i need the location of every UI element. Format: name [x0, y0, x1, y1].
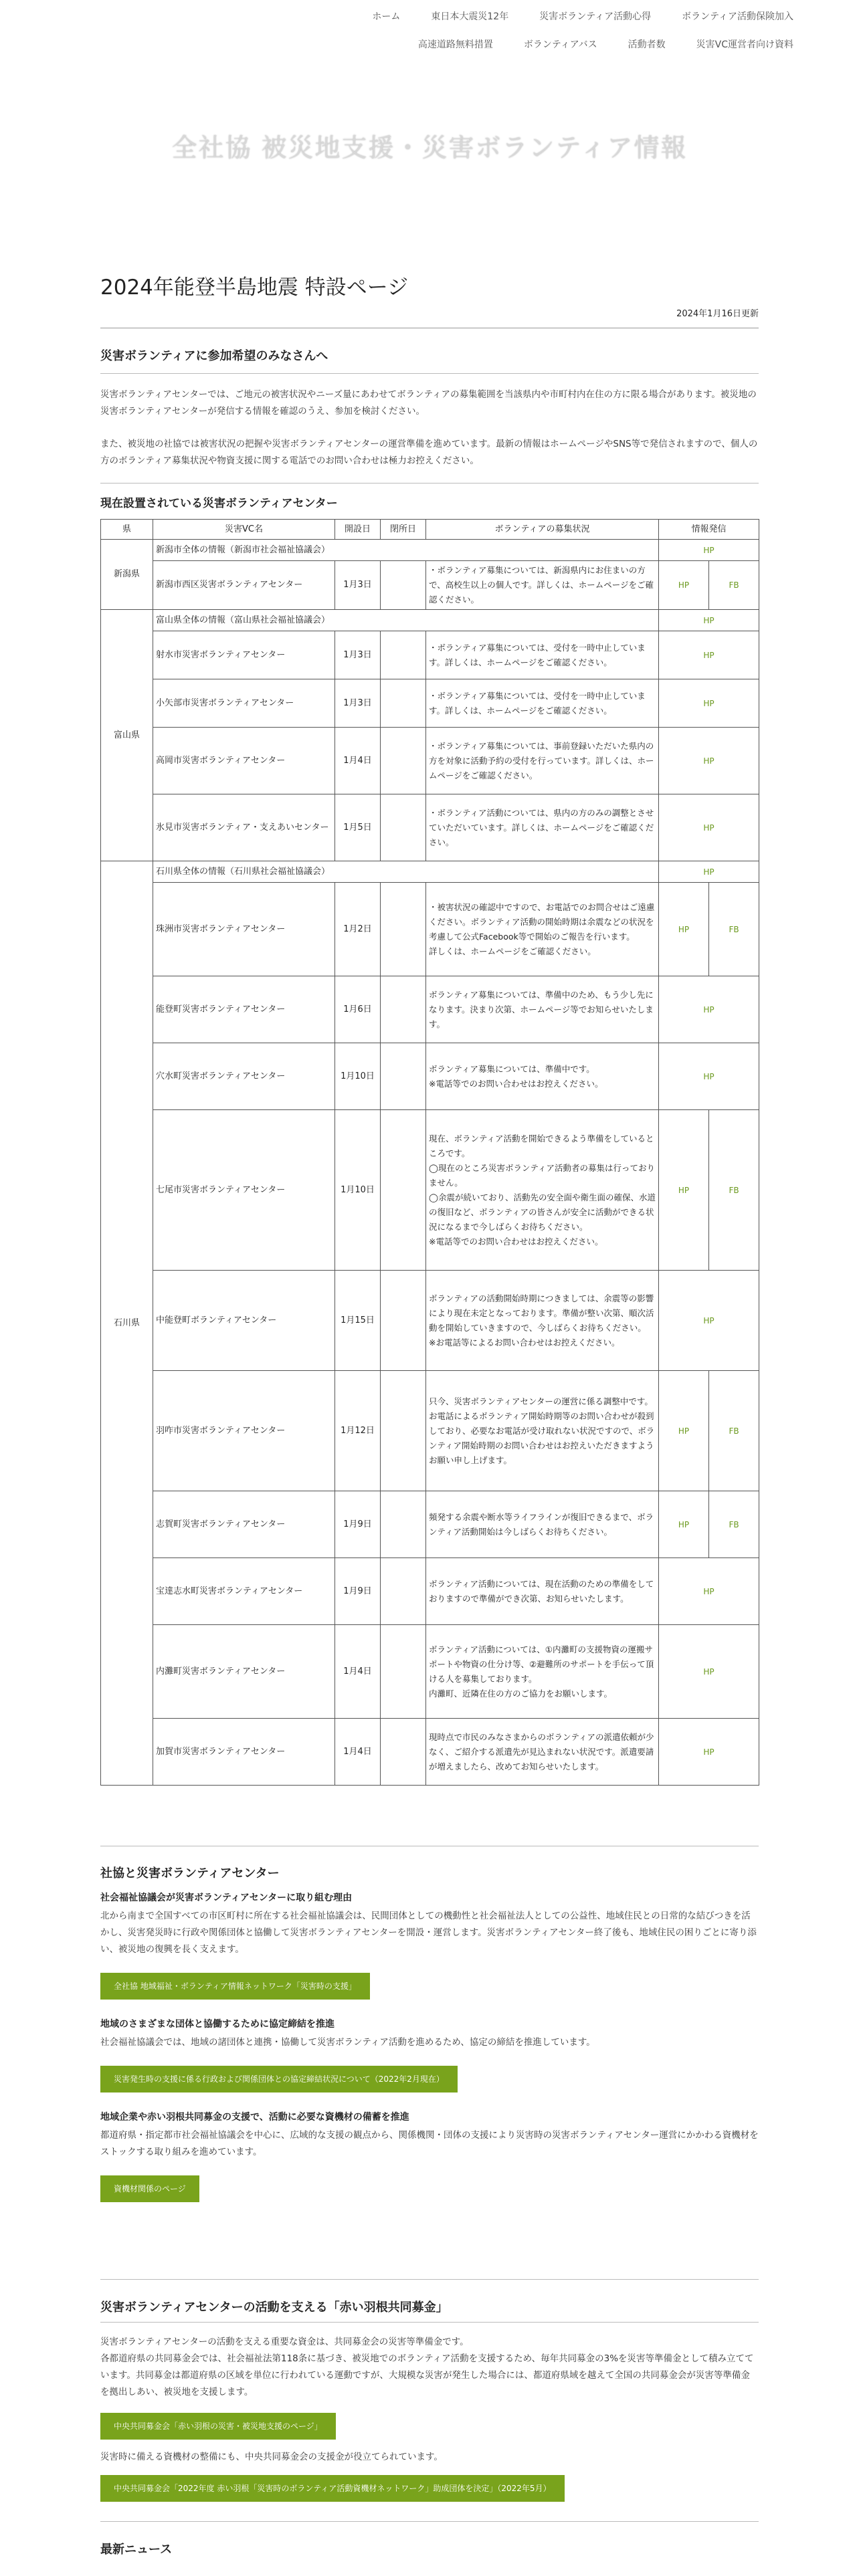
agreement-link-button[interactable]: 災害発生時の支援に係る行政および関係団体との協定締結状況について（2022年2月現在） [100, 2066, 458, 2092]
hp-link[interactable]: HP [659, 1271, 759, 1371]
vc-close-date [381, 1110, 426, 1271]
table-row [101, 631, 759, 679]
vc-status: ・ボランティア募集については、新潟県内にお住まいの方で、高校生以上の個人です。詳しくは、ホームページをご確認ください。 [426, 561, 659, 610]
vc-open-date: 1月10日 [335, 1110, 381, 1271]
nav-vc-materials[interactable]: 災害VC運営者向け資料 [696, 39, 793, 50]
vc-name: 珠洲市災害ボランティアセンター [153, 883, 335, 976]
vc-table-wrap [100, 519, 759, 1786]
intro-paragraph-1: 災害ボランティアセンターでは、ご地元の被害状況やニーズ量にあわせてボランティアの募集範囲を当該県内や市町村内在住の方に限る場合があります。被災地の災害ボランティアセンターが発信する情報を確認のうえ、参加を検討ください。 [100, 389, 757, 417]
hp-link[interactable]: HP [659, 1043, 759, 1110]
pref-all-info: 富山県全体の情報（富山県社会福祉協議会） [153, 610, 659, 631]
header-status: ボランティアの募集状況 [426, 520, 659, 540]
vc-status: 現時点で市民のみなさまからのボランティアの派遣依頼が少なく、ご紹介する派遣先が見込まれない状況です。派遣要請が増えましたら、改めてお知らせいたします。 [426, 1719, 659, 1786]
vc-status: ボランティア募集については、準備中のため、もう少し先になります。決まり次第、ホームページ等でお知らせいたします。 [426, 976, 659, 1043]
vc-name: 志賀町災害ボランティアセンター [153, 1491, 335, 1558]
hp-link[interactable]: HP [659, 794, 759, 861]
shakyo-paragraph-3: 都道府県・指定都市社会福祉協議会を中心に、広域的な支援の観点から、関係機関・団体の支援により災害時の災害ボランティアセンター運営にかかわる資機材をストックする取り組みを進めています。 [100, 2130, 759, 2157]
vc-status: ボランティア活動については、①内灘町の支援物資の運搬サポートや物資の仕分け等、②避難所のサポートを手伝って頂ける人を募集しております。 内灘町、近隣在住の方のご協力をお願いします。 [426, 1625, 659, 1719]
vc-close-date [381, 1491, 426, 1558]
pref-cell: 富山県 [101, 610, 153, 861]
vc-open-date: 1月10日 [335, 1043, 381, 1110]
hp-link[interactable]: HP [659, 728, 759, 794]
divider [100, 2322, 759, 2323]
vc-name: 加賀市災害ボランティアセンター [153, 1719, 335, 1786]
nav-highway[interactable]: 高速道路無料措置 [417, 39, 493, 50]
vc-name: 高岡市災害ボランティアセンター [153, 728, 335, 794]
akaihane-grant-button[interactable]: 中央共同募金会「2022年度 赤い羽根「災害時のボランティア活動資機材ネットワーク」助成団体を決定」（2022年5月） [100, 2475, 565, 2502]
pref-cell: 新潟県 [101, 540, 153, 610]
vc-open-date: 1月9日 [335, 1491, 381, 1558]
vc-table [100, 519, 759, 1786]
hp-link[interactable]: HP [659, 861, 759, 883]
vc-open-date: 1月9日 [335, 1558, 381, 1625]
shakyo-paragraph-2: 社会福祉協議会では、地域の諸団体と連携・協働して災害ボランティア活動を進めるため、協定の締結を推進しています。 [100, 2037, 595, 2048]
vc-name: 能登町災害ボランティアセンター [153, 976, 335, 1043]
table-row [101, 1110, 759, 1271]
vc-status: ボランティアの活動開始時期につきましては、余震等の影響により現在未定となっております。準備が整い次第、順次活動を開始していきますので、今しばらくお待ちください。 ※お電話等によるお問い合わせはお控えください。 [426, 1271, 659, 1371]
vc-open-date: 1月3日 [335, 631, 381, 679]
vc-open-date: 1月6日 [335, 976, 381, 1043]
vc-open-date: 1月2日 [335, 883, 381, 976]
table-row [101, 1271, 759, 1371]
akaihane-link-button[interactable]: 中央共同募金会「赤い羽根の災害・被災地支援のページ」 [100, 2413, 336, 2440]
divider [100, 373, 759, 374]
shakyo-sub-1: 社会福祉協議会が災害ボランティアセンターに取り組む理由 [100, 1893, 353, 1903]
vc-name: 氷見市災害ボランティア・支えあいセンター [153, 794, 335, 861]
table-row [101, 1043, 759, 1110]
global-nav [0, 0, 859, 74]
vc-close-date [381, 1558, 426, 1625]
vc-close-date [381, 631, 426, 679]
header-pref: 県 [101, 520, 153, 540]
pref-all-info: 石川県全体の情報（石川県社会福祉協議会） [153, 861, 659, 883]
shakyo-sub-3: 地域企業や赤い羽根共同募金の支援で、活動に必要な資機材の備蓄を推進 [100, 2112, 409, 2123]
hp-link[interactable]: HP [659, 540, 759, 561]
vc-name: 射水市災害ボランティアセンター [153, 631, 335, 679]
header-close: 閉所日 [381, 520, 426, 540]
table-row [101, 728, 759, 794]
fb-link[interactable]: FB [709, 883, 759, 976]
header-open: 開設日 [335, 520, 381, 540]
shakyo-heading: 社協と災害ボランティアセンター [100, 1866, 280, 1881]
divider [100, 2521, 759, 2522]
shakyo-paragraph-1: 北から南まで全国すべての市区町村に所在する社会福祉協議会は、民間団体としての機動性と社会福祉法人としての公益性、地域住民との日常的な結びつきを活かし、災害発災時に行政や関係団体と協働して災害ボランティアセンターを開設・運営します。災害ボランティアセンター終了後も、地域住民の困りごとに寄り添い、被災地の復興を長く支えます。 [100, 1911, 757, 1955]
akaihane-paragraph-1: 災害ボランティアセンターの活動を支える重要な資金は、共同募金会の災害等準備金です。 各都道府県の共同募金会では、社会福祉法第118条に基づき、被災地でのボランティア活動を支援するため、毎年共同募金の3%を災害等準備金として積み立てています。共同募金は都道府県の区域を単位に行われている運動ですが、大規模な災害が発生した場合には、都道府県域を越えて全国の共同募金会が災害等準備金を拠出しあい、被災地を支援します。 [100, 2337, 754, 2397]
vc-open-date: 1月4日 [335, 728, 381, 794]
vc-status: ・ボランティア募集については、受付を一時中止しています。詳しくは、ホームページをご確認ください。 [426, 631, 659, 679]
fb-link[interactable]: FB [709, 1491, 759, 1558]
intro-paragraph-2: また、被災地の社協では被害状況の把握や災害ボランティアセンターの運営準備を進めています。最新の情報はホームページやSNS等で発信されますので、個人の方のボランティア募集状況や物資支援に関する電話でのお問い合わせは極力お控えください。 [100, 439, 758, 466]
table-row [101, 610, 759, 631]
vc-name: 穴水町災害ボランティアセンター [153, 1043, 335, 1110]
shakyo-section [100, 1864, 759, 2202]
hp-link[interactable]: HP [659, 976, 759, 1043]
page-title: 2024年能登半島地震 特設ページ [100, 276, 409, 300]
vc-status: ボランティア募集については、準備中です。 ※電話等でのお問い合わせはお控えください。 [426, 1043, 659, 1110]
vc-open-date: 1月4日 [335, 1719, 381, 1786]
table-row [101, 1558, 759, 1625]
vc-status: 只今、災害ボランティアセンターの運営に係る調整中です。 お電話によるボランティア開始時期等のお問い合わせが殺到しており、必要なお電話が受け取れない状況ですので、ボランティア開始時期のお問い合わせはお控えいただきますようお願い申し上げます。 [426, 1371, 659, 1491]
vc-close-date [381, 1625, 426, 1719]
vc-close-date [381, 1271, 426, 1371]
equipment-link-button[interactable]: 資機材関係のページ [100, 2175, 199, 2202]
vc-open-date: 1月12日 [335, 1371, 381, 1491]
vc-open-date: 1月4日 [335, 1625, 381, 1719]
hp-link[interactable]: HP [659, 1625, 759, 1719]
table-row [101, 1625, 759, 1719]
nav-insurance[interactable]: ボランティア活動保険加入 [682, 11, 793, 22]
news-heading: 最新ニュース [100, 2543, 173, 2557]
vc-status: ・ボランティア募集については、受付を一時中止しています。詳しくは、ホームページをご確認ください。 [426, 679, 659, 728]
akaihane-section [100, 2298, 759, 2315]
hp-link[interactable]: HP [659, 679, 759, 728]
hp-link[interactable]: HP [659, 561, 709, 610]
akaihane-heading: 災害ボランティアセンターの活動を支える「赤い羽根共同募金」 [100, 2300, 448, 2315]
hp-link[interactable]: HP [659, 1558, 759, 1625]
vc-close-date [381, 728, 426, 794]
table-row [101, 540, 759, 561]
pref-all-info: 新潟市全体の情報（新潟市社会福祉協議会） [153, 540, 659, 561]
hp-link[interactable]: HP [659, 1719, 759, 1786]
news-section [100, 2540, 759, 2557]
vc-name: 羽咋市災害ボランティアセンター [153, 1371, 335, 1491]
table-row [101, 561, 759, 610]
vc-open-date: 1月3日 [335, 561, 381, 610]
hp-link[interactable]: HP [659, 1371, 709, 1491]
divider [100, 483, 759, 484]
hp-link[interactable]: HP [659, 1491, 709, 1558]
vc-status: ボランティア活動については、現在活動のための準備をしておりますので準備ができ次第、お知らせいたします。 [426, 1558, 659, 1625]
vc-name: 新潟市西区災害ボランティアセンター [153, 561, 335, 610]
vc-status: 現在、ボランティア活動を開始できるよう準備をしているところです。 ◯現在のところ災害ボランティア活動者の募集は行っておりません。 ◯余震が続いており、活動先の安全面や衛生面の確保、水道の復旧など、ボランティアの皆さんが安全に活動ができる状況になるまで今しばらくお待ちください。 ※電話等でのお問い合わせはお控えください。 [426, 1110, 659, 1271]
vc-name: 中能登町ボランティアセンター [153, 1271, 335, 1371]
intro-body [100, 387, 759, 469]
vc-status: ・ボランティア募集については、事前登録いただいた県内の方を対象に活動予約の受付を行っています。詳しくは、ホームページをご確認ください。 [426, 728, 659, 794]
vc-close-date [381, 794, 426, 861]
table-row [101, 679, 759, 728]
zenshakyo-link-button[interactable]: 全社協 地域福祉・ボランティア情報ネットワーク「災害時の支援」 [100, 1973, 370, 2000]
hp-link[interactable]: HP [659, 610, 759, 631]
table-row [101, 1371, 759, 1491]
akaihane-body [100, 2334, 759, 2502]
table-row [101, 976, 759, 1043]
vc-close-date [381, 976, 426, 1043]
nav-volunteer-guide[interactable]: 災害ボランティア活動心得 [539, 11, 652, 22]
nav-volunteer-bus[interactable]: ボランティアバス [523, 39, 597, 50]
intro-section [100, 346, 759, 364]
vc-name: 七尾市災害ボランティアセンター [153, 1110, 335, 1271]
vc-status: ・被害状況の確認中ですので、お電話でのお問合せはご遠慮ください。ボランティア活動の開始時期は余震などの状況を考慮して公式Facebook等で開始のご報告を行います。 詳しくは、ホームページをご確認ください。 [426, 883, 659, 976]
table-row [101, 861, 759, 883]
table-row [101, 883, 759, 976]
hp-link[interactable]: HP [659, 883, 709, 976]
pref-cell: 石川県 [101, 861, 153, 1786]
vc-name: 小矢部市災害ボランティアセンター [153, 679, 335, 728]
vc-close-date [381, 561, 426, 610]
table-row [101, 1719, 759, 1786]
vc-open-date: 1月5日 [335, 794, 381, 861]
vc-open-date: 1月3日 [335, 679, 381, 728]
vc-close-date [381, 1719, 426, 1786]
hp-link[interactable]: HP [659, 1110, 709, 1271]
nav-count[interactable]: 活動者数 [628, 39, 666, 50]
vc-status: ・ボランティア活動については、県内の方のみの調整とさせていただいています。詳しくは、ホームページをご確認ください。 [426, 794, 659, 861]
table-row [101, 1491, 759, 1558]
nav-row-1 [341, 9, 793, 23]
nav-home[interactable]: ホーム [372, 11, 401, 22]
vc-name: 宝達志水町災害ボランティアセンター [153, 1558, 335, 1625]
updated-date: 2024年1月16日更新 [676, 309, 759, 319]
vc-close-date [381, 1371, 426, 1491]
nav-311[interactable]: 東日本大震災12年 [431, 11, 509, 22]
fb-link[interactable]: FB [709, 561, 759, 610]
hp-link[interactable]: HP [659, 631, 759, 679]
header-vc-name: 災害VC名 [153, 520, 335, 540]
table-header-row [101, 520, 759, 540]
vc-close-date [381, 1043, 426, 1110]
shakyo-sub-2: 地域のさまざまな団体と協働するために協定締結を推進 [100, 2019, 335, 2030]
vc-heading: 現在設置されている災害ボランティアセンター [100, 497, 338, 510]
fb-link[interactable]: FB [709, 1110, 759, 1271]
vc-close-date [381, 679, 426, 728]
vc-status: 頻発する余震や断水等ライフラインが復旧できるまで、ボランティア活動開始は今しばらくお待ちください。 [426, 1491, 659, 1558]
vc-open-date: 1月15日 [335, 1271, 381, 1371]
vc-close-date [381, 883, 426, 976]
akaihane-paragraph-2: 災害時に備える資機材の整備にも、中央共同募金会の支援金が役立てられています。 [100, 2452, 443, 2462]
divider [100, 2279, 759, 2280]
site-title: 全社協 被災地支援・災害ボランティア情報 [171, 133, 688, 163]
nav-row-2 [387, 37, 793, 51]
intro-heading: 災害ボランティアに参加希望のみなさんへ [100, 349, 328, 363]
vc-section [100, 494, 759, 510]
fb-link[interactable]: FB [709, 1371, 759, 1491]
table-row [101, 794, 759, 861]
header-info: 情報発信 [659, 520, 759, 540]
vc-name: 内灘町災害ボランティアセンター [153, 1625, 335, 1719]
